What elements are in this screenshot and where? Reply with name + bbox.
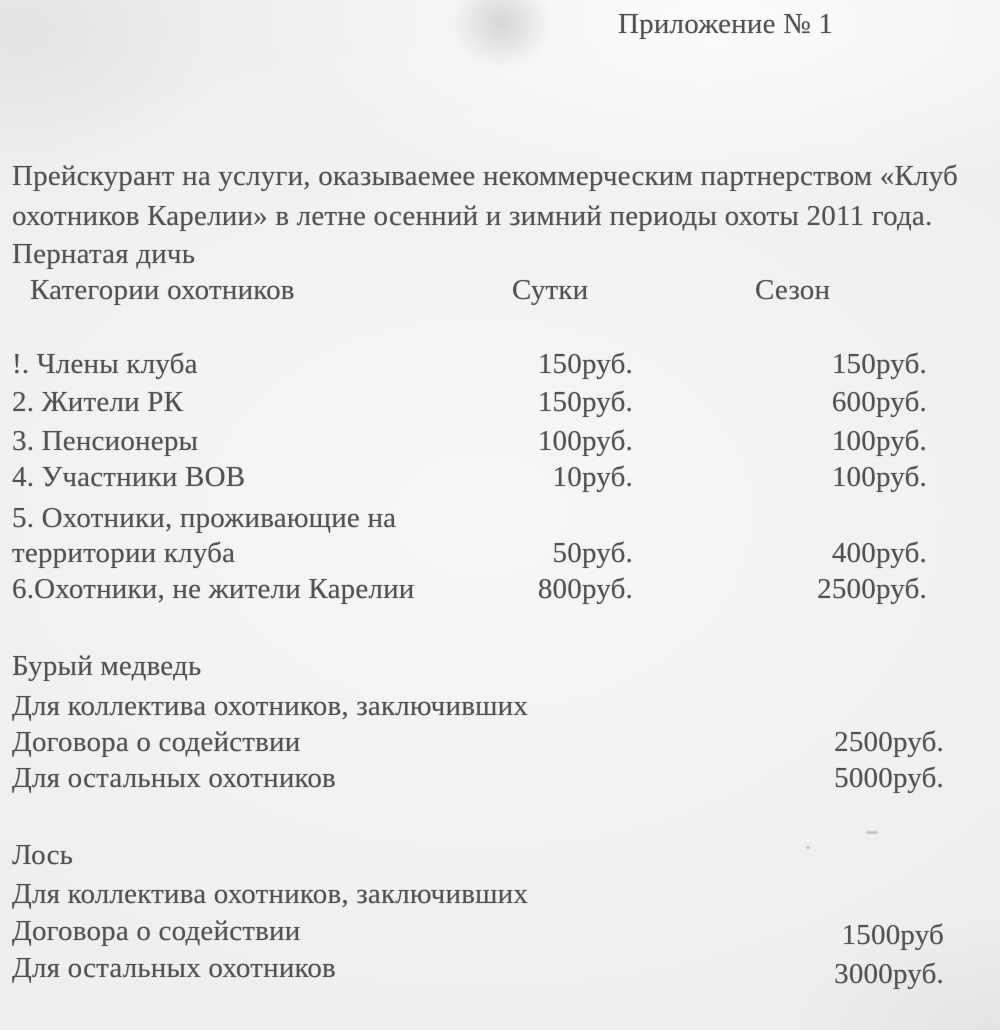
price-line-label: Для коллектива охотников, заключивших	[12, 690, 529, 722]
row-day-price: 800руб.	[537, 573, 633, 605]
scan-artifact-dash	[866, 831, 878, 834]
row-category: 3. Пенсионеры	[12, 425, 199, 457]
row-season-price: 600руб.	[831, 386, 927, 418]
price-value: 1500руб	[841, 919, 944, 951]
table-header-day: Сутки	[512, 274, 589, 306]
section-heading-moose: Лось	[12, 839, 74, 871]
row-day-price: 150руб.	[537, 386, 633, 418]
scan-artifact-dot	[806, 846, 810, 849]
row-day-price: 150руб.	[537, 348, 633, 380]
row-category: 2. Жители РК	[12, 386, 184, 418]
price-line-label: Для остальных охотников	[12, 952, 336, 984]
paper-fold-shadow	[452, 0, 552, 68]
row-category: 5. Охотники, проживающие на	[12, 502, 397, 534]
row-season-price: 2500руб.	[817, 573, 927, 605]
row-day-price: 10руб.	[552, 461, 633, 493]
row-category: 6.Охотники, не жители Карелии	[12, 573, 415, 605]
price-value: 2500руб.	[834, 726, 944, 758]
table-header-category: Категории охотников	[30, 274, 295, 306]
row-day-price: 100руб.	[537, 425, 633, 457]
section-heading-brown-bear: Бурый медведь	[12, 650, 202, 682]
table-header-season: Сезон	[755, 274, 831, 306]
row-season-price: 400руб.	[831, 537, 927, 569]
price-line-label: Договора о содействии	[12, 915, 301, 947]
section-heading-feathered-game: Пернатая дичь	[12, 238, 196, 270]
row-category: 4. Участники ВОВ	[12, 461, 246, 493]
price-line-label: Для остальных охотников	[12, 762, 336, 794]
row-season-price: 100руб.	[831, 425, 927, 457]
intro-line-2: охотников Карелии» в летне осенний и зимний периоды охоты 2011 года.	[12, 200, 933, 232]
row-season-price: 150руб.	[831, 348, 927, 380]
row-season-price: 100руб.	[831, 461, 927, 493]
appendix-label: Приложение № 1	[618, 8, 834, 40]
price-value: 5000руб.	[834, 762, 944, 794]
row-day-price: 50руб.	[552, 537, 633, 569]
row-category: территории клуба	[12, 537, 236, 569]
price-line-label: Договора о содействии	[12, 726, 301, 758]
row-category: !. Члены клуба	[12, 348, 198, 380]
intro-line-1: Прейскурант на услуги, оказываемее некоммерческим партнерством «Клуб	[12, 160, 958, 192]
price-line-label: Для коллектива охотников, заключивших	[12, 878, 529, 910]
price-value: 3000руб.	[834, 958, 944, 990]
